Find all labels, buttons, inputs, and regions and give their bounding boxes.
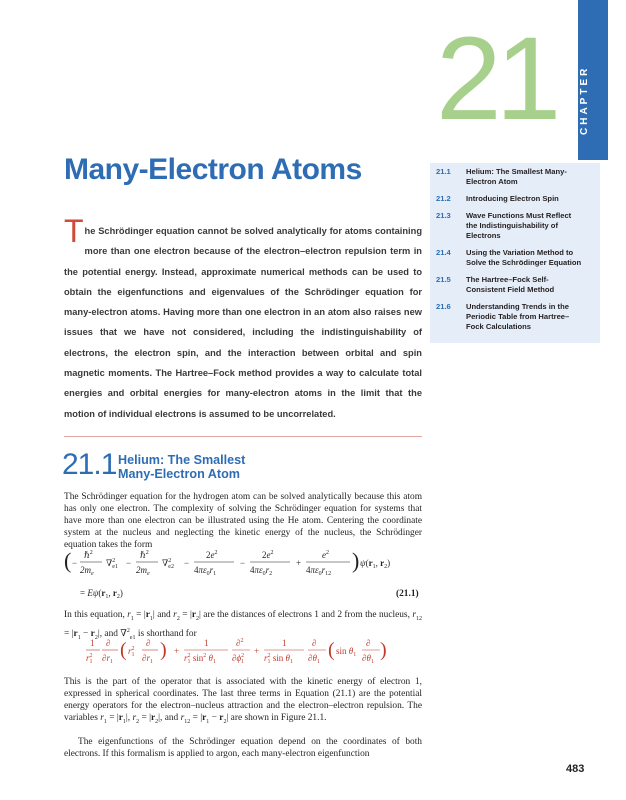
svg-text:1: 1 [282, 638, 287, 648]
svg-text:sin θ1: $\sin \theta_1$ [336, 646, 357, 658]
svg-text:∂2: ∂$^2$ [236, 638, 244, 648]
svg-text:1: 1 [90, 638, 95, 648]
svg-text:= Eψ(r1, r2): = $E\psi(r_1$, $r_2$) [80, 588, 123, 600]
svg-text:r21: $r^2$ 1 [128, 646, 135, 658]
paragraph: In this equation, $r_1 = |r_1|$ and $r_2 = |r_2|$ are the distances of electrons 1 and 2 from the nucleus, $r_{12} = |r_1 - r_2|$, and ∇$^2_{e1}$ is shorthand for [64, 609, 422, 641]
chapter-toc [430, 163, 600, 343]
svg-text:ℏ2: ℏ$^2$ [84, 550, 93, 560]
laplacian-equation [86, 636, 386, 670]
svg-text:∂ϕ21: $\partial\phi^2$ 1 [232, 653, 245, 665]
toc-item[interactable] [436, 194, 596, 204]
toc-title: Understanding Trends in the Periodic Table from Hartree–Fock Calculations [466, 302, 570, 331]
paragraph: The eigenfunctions of the Schrödinger equation depend on the coordinates of both electrons. If this formalism is applied to argon, each many-electron eigenfunction [64, 737, 422, 759]
inline-math: r [127, 609, 131, 619]
chapter-title: Many-Electron Atoms [64, 153, 362, 186]
toc-number: 21.4 [436, 248, 451, 257]
svg-text:+: + [174, 646, 180, 656]
svg-text:∂r1: $\partial r_1$ [102, 653, 113, 665]
svg-text:(: ( [120, 639, 127, 661]
svg-text:−: − [240, 558, 246, 568]
svg-text:∂: ∂ [106, 638, 111, 648]
svg-text:4πε0r1: $4\pi\varepsilon_0r_1$ [194, 565, 217, 577]
svg-text:+: + [254, 646, 260, 656]
drop-cap: T [64, 213, 84, 249]
svg-text:r21 sin2 θ1: $r^2$ 1 $\sin^2 \theta_1$ [184, 653, 216, 665]
toc-title: Introducing Electron Spin [466, 194, 559, 203]
toc-item[interactable] [436, 211, 596, 241]
svg-text:∂θ1: $\partial\theta_1$ [308, 653, 320, 665]
svg-text:∂: ∂ [146, 638, 151, 648]
page-number: 483 [566, 763, 585, 775]
paragraph-text: are the distances of electrons 1 and 2 from the nucleus, [203, 610, 410, 620]
svg-text:e2: $e^2$ [322, 550, 329, 560]
toc-item[interactable] [436, 275, 596, 295]
toc-number: 21.6 [436, 302, 451, 311]
svg-text:2e2: $2e^2$ [206, 550, 218, 560]
svg-text:): ) [380, 639, 387, 661]
section-title-line: Many-Electron Atom [118, 467, 240, 481]
svg-text:∇2e1: ∇$^2$ e1 [106, 558, 118, 570]
chapter-number: 21 [436, 13, 556, 145]
svg-text:−: − [184, 558, 190, 568]
intro-text: he Schrödinger equation cannot be solved analytically for atoms containing more than one electron because of the electron–electron repulsion term in the potential energy. Instead, approximate numerical methods can be used to obtain the eigenfunctions and eigenvalues of the Schrödinger equation for many-electron atoms. Having more than one electron in an atom also raises new issues that we have not considered, including the indistinguishability of electrons, the electron spin, and the interaction between orbital and spin magnetic moments. The Hartree–Fock method provides a way to calculate total energies and orbital energies for many-electron atoms in the limit that the motion of individual electrons is assumed to be uncorrelated. [64, 226, 422, 419]
section-title-line: Helium: The Smallest [118, 453, 246, 467]
svg-text:∂: ∂ [312, 638, 317, 648]
svg-text:r21 sin θ1: $r^2$ 1 $\sin \theta_1$ [264, 653, 293, 665]
section-number: 21.1 [62, 448, 117, 481]
toc-number: 21.2 [436, 194, 451, 203]
svg-text:−: − [126, 558, 132, 568]
svg-text:(: ( [328, 639, 335, 661]
svg-text:∂r1: $\partial r_1$ [142, 653, 153, 665]
paragraph-text: This is the part of the operator that is associated with the kinetic energy of electron 1, expressed in spherical coordinates. The last three terms in Equation (21.1) are the potential energy operators for the electron–nucleus attraction and the electron–electron repulsion. The variables [64, 677, 422, 723]
toc-title: Helium: The Smallest Many-Electron Atom [466, 167, 567, 186]
equation-21-1 [60, 548, 430, 604]
toc-title: The Hartree–Fock Self-Consistent Field Method [466, 275, 555, 294]
toc-item[interactable] [436, 167, 596, 187]
svg-text:ψ(r1, r2): $\psi(r_1$, $r_2$) [360, 558, 391, 570]
toc-number: 21.3 [436, 211, 451, 220]
svg-text:): ) [352, 548, 360, 573]
section-title [118, 453, 245, 481]
svg-text:2me: $2m_e$ [136, 565, 150, 577]
svg-text:): ) [160, 639, 167, 661]
toc-title: Using the Variation Method to Solve the Schrödinger Equation [466, 248, 582, 267]
toc-number: 21.1 [436, 167, 451, 176]
chapter-intro [64, 213, 422, 424]
svg-text:(: ( [64, 548, 72, 573]
equation-tag: (21.1) [396, 589, 419, 599]
toc-title: Wave Functions Must Reflect the Indistinguishability of Electrons [466, 211, 572, 240]
toc-item[interactable] [436, 248, 596, 268]
paragraph-text: In this equation, [64, 610, 125, 620]
svg-text:∂: ∂ [366, 638, 371, 648]
paragraph-text: is shorthand for [137, 629, 197, 639]
svg-text:r21: $r^2$ 1 [86, 653, 93, 665]
svg-text:+: + [296, 558, 302, 568]
svg-text:4πε0r12: $4\pi\varepsilon_0r_{12}$ [306, 565, 332, 577]
paragraph: The Schrödinger equation for the hydrogen atom can be solved analytically because this atom has only one electron. The complexity of solving the Schrödinger equation for systems that have more than one electron can be illustrated using the He atom. Centering the coordinate system at the nucleus and neglecting the kinetic energy of the nucleus, the Schrödinger equation takes the form [64, 492, 422, 550]
svg-text:∂θ1: $\partial\theta_1$ [362, 653, 374, 665]
chapter-label: CHAPTER [579, 65, 590, 135]
svg-text:4πε0r2: $4\pi\varepsilon_0r_2$ [250, 565, 273, 577]
svg-text:2me: $2m_e$ [80, 565, 94, 577]
section-divider [64, 436, 422, 437]
svg-text:2e2: $2e^2$ [262, 550, 274, 560]
toc-item[interactable] [436, 302, 596, 332]
toc-number: 21.5 [436, 275, 451, 284]
svg-text:−: − [72, 558, 78, 568]
svg-text:1: 1 [204, 638, 209, 648]
paragraph-text: are shown in Figure 21.1. [230, 713, 327, 723]
svg-text:ℏ2: ℏ$^2$ [140, 550, 149, 560]
svg-text:∇2e2: ∇$^2$ e2 [162, 558, 174, 570]
paragraph: This is the part of the operator that is associated with the kinetic energy of electron 1, expressed in spherical coordinates. The last three terms in Equation (21.1) are the potential energy operators for the electron–nucleus attraction and the electron–electron repulsion. The variables $r_1 = |r_1|$, $r_2 = |r_2|$, and $r_{12} = |r_1 - r_2|$ are shown in Figure 21.1. [64, 677, 422, 725]
